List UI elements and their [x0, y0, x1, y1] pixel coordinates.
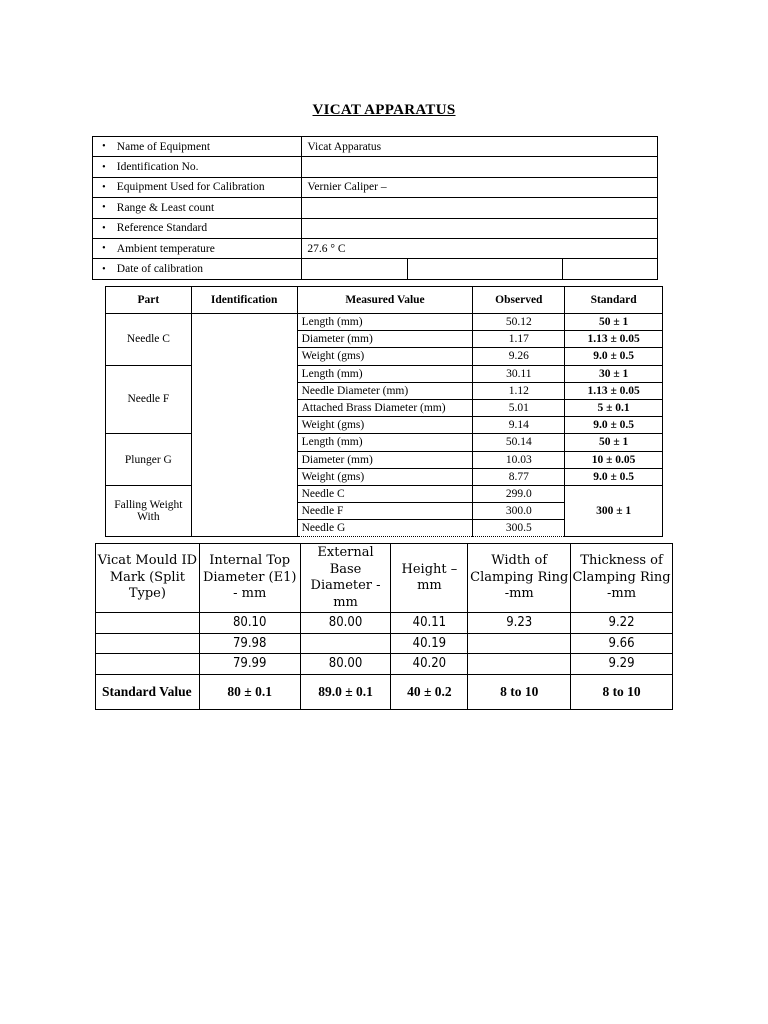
- info-value: [302, 157, 658, 177]
- bullet-icon: •: [93, 177, 115, 197]
- mould-id-cell: [96, 633, 200, 654]
- part-cell: Falling Weight With: [106, 485, 192, 537]
- standard-value-cell: 8 to 10: [571, 674, 673, 709]
- table-header-row: [106, 287, 663, 314]
- standard-cell: 9.0 ± 0.5: [565, 348, 663, 365]
- info-value: [302, 218, 658, 238]
- measured-cell: Needle C: [297, 485, 473, 502]
- standard-cell: 1.13 ± 0.05: [565, 331, 663, 348]
- standard-cell: 1.13 ± 0.05: [565, 382, 663, 399]
- header-clamping-ring-width: Width of Clamping Ring -mm: [468, 544, 571, 613]
- table-cell: [300, 633, 391, 654]
- measured-cell: Weight (gms): [297, 348, 473, 365]
- header-standard: Standard: [565, 287, 663, 314]
- date-cell: [562, 259, 657, 279]
- info-row: [93, 198, 658, 218]
- info-row: [93, 238, 658, 258]
- mould-id-cell: [96, 654, 200, 675]
- identification-cell: [191, 314, 297, 537]
- measured-cell: Weight (gms): [297, 417, 473, 434]
- measurement-table: [105, 286, 663, 537]
- table-header-row: [96, 544, 673, 613]
- table-cell: 40.11: [391, 613, 468, 634]
- table-cell: 9.22: [571, 613, 673, 634]
- header-clamping-ring-thickness: Thickness of Clamping Ring -mm: [571, 544, 673, 613]
- info-value: Vernier Caliper –: [302, 177, 658, 197]
- info-label: Equipment Used for Calibration: [115, 177, 302, 197]
- table-cell: 80.10: [199, 613, 300, 634]
- bullet-icon: •: [93, 238, 115, 258]
- observed-cell: 8.77: [473, 468, 565, 485]
- header-external-base-diameter: External Base Diameter -mm: [300, 544, 391, 613]
- date-cell: [302, 259, 408, 279]
- info-label: Name of Equipment: [115, 137, 302, 157]
- measured-cell: Diameter (mm): [297, 451, 473, 468]
- table-cell: 80.00: [300, 654, 391, 675]
- standard-value-label: Standard Value: [96, 674, 200, 709]
- table-row: [96, 613, 673, 634]
- table-cell: 9.23: [468, 613, 571, 634]
- part-cell: Needle C: [106, 314, 192, 366]
- header-height: Height – mm: [391, 544, 468, 613]
- table-cell: [468, 633, 571, 654]
- bullet-icon: •: [93, 137, 115, 157]
- observed-cell: 9.26: [473, 348, 565, 365]
- table-row: [96, 654, 673, 675]
- standard-cell: 9.0 ± 0.5: [565, 417, 663, 434]
- header-part: Part: [106, 287, 192, 314]
- standard-value-cell: 40 ± 0.2: [391, 674, 468, 709]
- table-row: [106, 434, 663, 451]
- info-row: [93, 259, 658, 279]
- info-value: Vicat Apparatus: [302, 137, 658, 157]
- standard-value-cell: 80 ± 0.1: [199, 674, 300, 709]
- measured-cell: Length (mm): [297, 365, 473, 382]
- header-mould-id: Vicat Mould ID Mark (Split Type): [96, 544, 200, 613]
- table-cell: 79.98: [199, 633, 300, 654]
- table-cell: 9.66: [571, 633, 673, 654]
- observed-cell: 300.5: [473, 520, 565, 537]
- mould-id-cell: [96, 613, 200, 634]
- table-row: [106, 365, 663, 382]
- observed-cell: 30.11: [473, 365, 565, 382]
- info-label: Ambient temperature: [115, 238, 302, 258]
- table-row: [96, 633, 673, 654]
- standard-cell: 50 ± 1: [565, 434, 663, 451]
- info-row: [93, 157, 658, 177]
- info-label: Range & Least count: [115, 198, 302, 218]
- info-row: [93, 177, 658, 197]
- standard-cell: 9.0 ± 0.5: [565, 468, 663, 485]
- info-label: Date of calibration: [115, 259, 302, 279]
- measured-cell: Length (mm): [297, 314, 473, 331]
- observed-cell: 1.17: [473, 331, 565, 348]
- standard-cell: 30 ± 1: [565, 365, 663, 382]
- page-title: VICAT APPARATUS: [312, 102, 456, 118]
- measured-cell: Length (mm): [297, 434, 473, 451]
- standard-value-cell: 89.0 ± 0.1: [300, 674, 391, 709]
- vicat-mould-table: [95, 543, 673, 710]
- measured-cell: Diameter (mm): [297, 331, 473, 348]
- observed-cell: 299.0: [473, 485, 565, 502]
- table-cell: 40.20: [391, 654, 468, 675]
- bullet-icon: •: [93, 157, 115, 177]
- info-row: [93, 218, 658, 238]
- measured-cell: Needle G: [297, 520, 473, 537]
- standard-cell: 50 ± 1: [565, 314, 663, 331]
- observed-cell: 10.03: [473, 451, 565, 468]
- info-value: [302, 198, 658, 218]
- observed-cell: 50.12: [473, 314, 565, 331]
- table-cell: 40.19: [391, 633, 468, 654]
- table-cell: 9.29: [571, 654, 673, 675]
- table-row: [106, 485, 663, 502]
- standard-cell: 10 ± 0.05: [565, 451, 663, 468]
- measured-cell: Attached Brass Diameter (mm): [297, 399, 473, 416]
- measured-cell: Needle Diameter (mm): [297, 382, 473, 399]
- standard-value-row: [96, 674, 673, 709]
- bullet-icon: •: [93, 218, 115, 238]
- info-label: Reference Standard: [115, 218, 302, 238]
- header-internal-top-diameter: Internal Top Diameter (E1) - mm: [199, 544, 300, 613]
- standard-cell: 300 ± 1: [565, 485, 663, 537]
- header-identification: Identification: [191, 287, 297, 314]
- part-cell: Plunger G: [106, 434, 192, 486]
- observed-cell: 1.12: [473, 382, 565, 399]
- standard-cell: 5 ± 0.1: [565, 399, 663, 416]
- info-row: [93, 137, 658, 157]
- table-cell: [468, 654, 571, 675]
- measured-cell: Weight (gms): [297, 468, 473, 485]
- table-cell: 80.00: [300, 613, 391, 634]
- table-row: [106, 314, 663, 331]
- measured-cell: Needle F: [297, 503, 473, 520]
- info-value: 27.6 ° C: [302, 238, 658, 258]
- observed-cell: 300.0: [473, 503, 565, 520]
- date-cell: [408, 259, 562, 279]
- observed-cell: 9.14: [473, 417, 565, 434]
- equipment-info-table: [92, 136, 658, 280]
- part-cell: Needle F: [106, 365, 192, 434]
- observed-cell: 50.14: [473, 434, 565, 451]
- standard-value-cell: 8 to 10: [468, 674, 571, 709]
- table-cell: 79.99: [199, 654, 300, 675]
- header-measured-value: Measured Value: [297, 287, 473, 314]
- header-observed: Observed: [473, 287, 565, 314]
- bullet-icon: •: [93, 198, 115, 218]
- observed-cell: 5.01: [473, 399, 565, 416]
- info-label: Identification No.: [115, 157, 302, 177]
- bullet-icon: •: [93, 259, 115, 279]
